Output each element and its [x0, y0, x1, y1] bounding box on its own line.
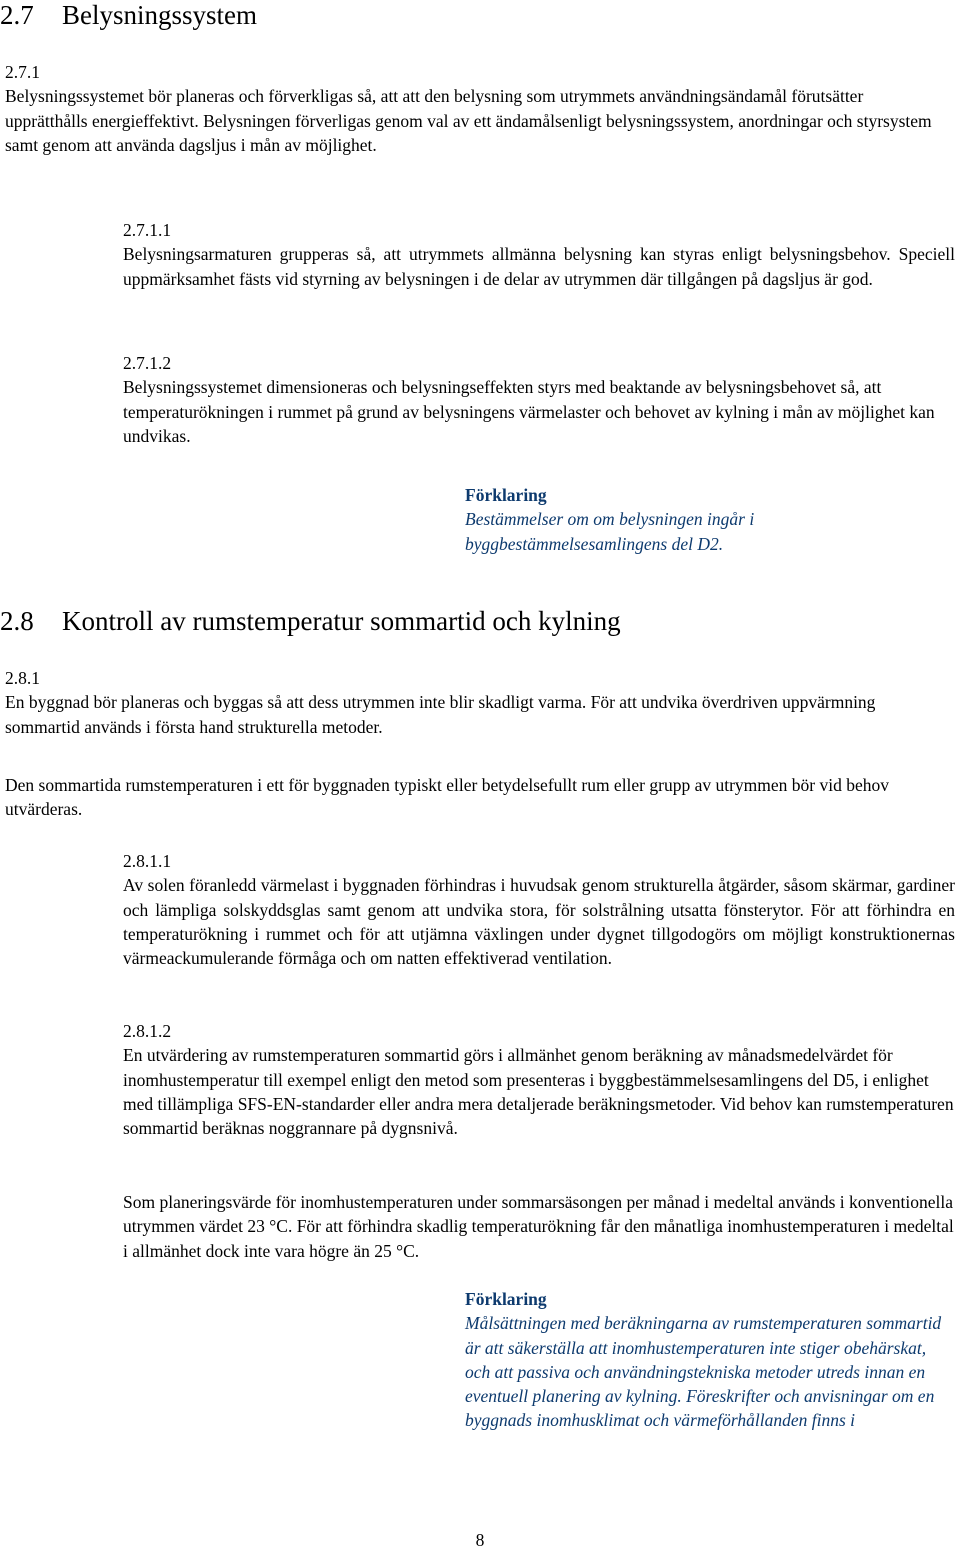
paragraph-text: Av solen föranledd värmelast i byggnaden förhindras i huvudsak genom strukturella åtgärder, såsom skärmar, gardiner och lämpliga solskyddsglas samt genom att undvika stora, för solstrålning utsatta fönsterytor. För att förhindra en temperaturökning i rummet och för att utjämna växlingen under dygnet tillgodogörs om möjligt konstruktionernas värmeackumulerande förmåga och om natten effektiverad ventilation. — [123, 875, 955, 969]
paragraph-2-8-1 — [5, 666, 945, 739]
paragraph-number: 2.7.1.2 — [123, 353, 172, 373]
paragraph-number: 2.8.1.2 — [123, 1021, 172, 1041]
paragraph-text: Belysningssystemet dimensioneras och belysningseffekten styrs med beaktande av belysningsbehovet så, att temperaturökningen i rummet på grund av belysningens värmelaster och behovet av kylning i mån av möjlighet kan undvikas. — [123, 377, 935, 446]
section-number: 2.7 — [0, 0, 34, 30]
paragraph-text: Belysningsarmaturen grupperas så, att utrymmets allmänna belysning kan styras enligt belysningsbehov. Speciell uppmärksamhet fästs vid styrning av belysningen i de delar av utrymmen där tillgången på dagsljus är god. — [123, 244, 955, 289]
section-title: Belysningssystem — [62, 0, 258, 30]
paragraph-number: 2.7.1.1 — [123, 220, 172, 240]
section-title: Kontroll av rumstemperatur sommartid och kylning — [62, 606, 621, 636]
explanation-title: Förklaring — [465, 485, 547, 505]
paragraph-2-7-1-1 — [123, 218, 955, 291]
paragraph-text: En byggnad bör planeras och byggas så att dess utrymmen inte blir skadligt varma. För att undvika överdriven uppvärmning sommartid används i första hand strukturella metoder. — [5, 692, 876, 737]
section-heading-2-8 — [0, 606, 621, 636]
paragraph-text: Som planeringsvärde för inomhustemperaturen under sommarsäsongen per månad i medeltal används i konventionella utrymmen värdet 23 °C. För att förhindra skadlig temperaturökning får den månatliga inomhustemperaturen i medeltal i allmänhet dock inte vara högre än 25 °C. — [123, 1192, 954, 1261]
explanation-text: Bestämmelser om om belysningen ingår i byggbestämmelsesamlingens del D2. — [465, 509, 755, 554]
section-number: 2.8 — [0, 606, 34, 636]
paragraph-2-8-1-continued — [5, 773, 945, 822]
explanation-title: Förklaring — [465, 1289, 547, 1309]
section-heading-2-7 — [0, 0, 257, 30]
explanation-box-2-8 — [465, 1287, 945, 1433]
explanation-box-2-7 — [465, 483, 825, 556]
paragraph-2-7-1-2 — [123, 351, 955, 448]
paragraph-number: 2.8.1 — [5, 668, 40, 688]
page-number: 8 — [475, 1530, 485, 1550]
paragraph-text: Den sommartida rumstemperaturen i ett för byggnaden typiskt eller betydelsefullt rum eller grupp av utrymmen bör vid behov utvärderas. — [5, 775, 889, 820]
paragraph-2-8-1-1 — [123, 849, 955, 970]
paragraph-number: 2.8.1.1 — [123, 851, 172, 871]
explanation-text: Målsättningen med beräkningarna av rumstemperaturen sommartid är att säkerställa att inomhustemperaturen inte stiger obehärskat, och att passiva och användningstekniska metoder utreds innan en eventuell planering av kylning. Föreskrifter och anvisningar om en byggnads inomhusklimat och värmeförhållanden finns i — [465, 1313, 942, 1431]
paragraph-text: Belysningssystemet bör planeras och förverkligas så, att att den belysning som utrymmets användningsändamål förutsätter upprätthålls energieffektivt. Belysningen förverligas genom val av ett ändamålsenligt belysningssystem, anordningar och styrsystem samt genom att använda dagsljus i mån av möjlighet. — [5, 86, 932, 155]
paragraph-number: 2.7.1 — [5, 62, 40, 82]
paragraph-2-8-1-2 — [123, 1019, 955, 1140]
paragraph-text: En utvärdering av rumstemperaturen sommartid görs i allmänhet genom beräkning av månadsmedelvärdet för inomhustemperatur till exempel enligt den metod som presenteras i byggbestämmelsesamlingens del D5, i enlighet med tillämpliga SFS-EN-standarder eller andra mera detaljerade beräkningsmetoder. Vid behov kan rumstemperaturen sommartid beräknas noggrannare på dygnsnivå. — [123, 1045, 954, 1139]
paragraph-2-7-1 — [5, 60, 945, 157]
paragraph-2-8-1-2-continued — [123, 1190, 955, 1263]
